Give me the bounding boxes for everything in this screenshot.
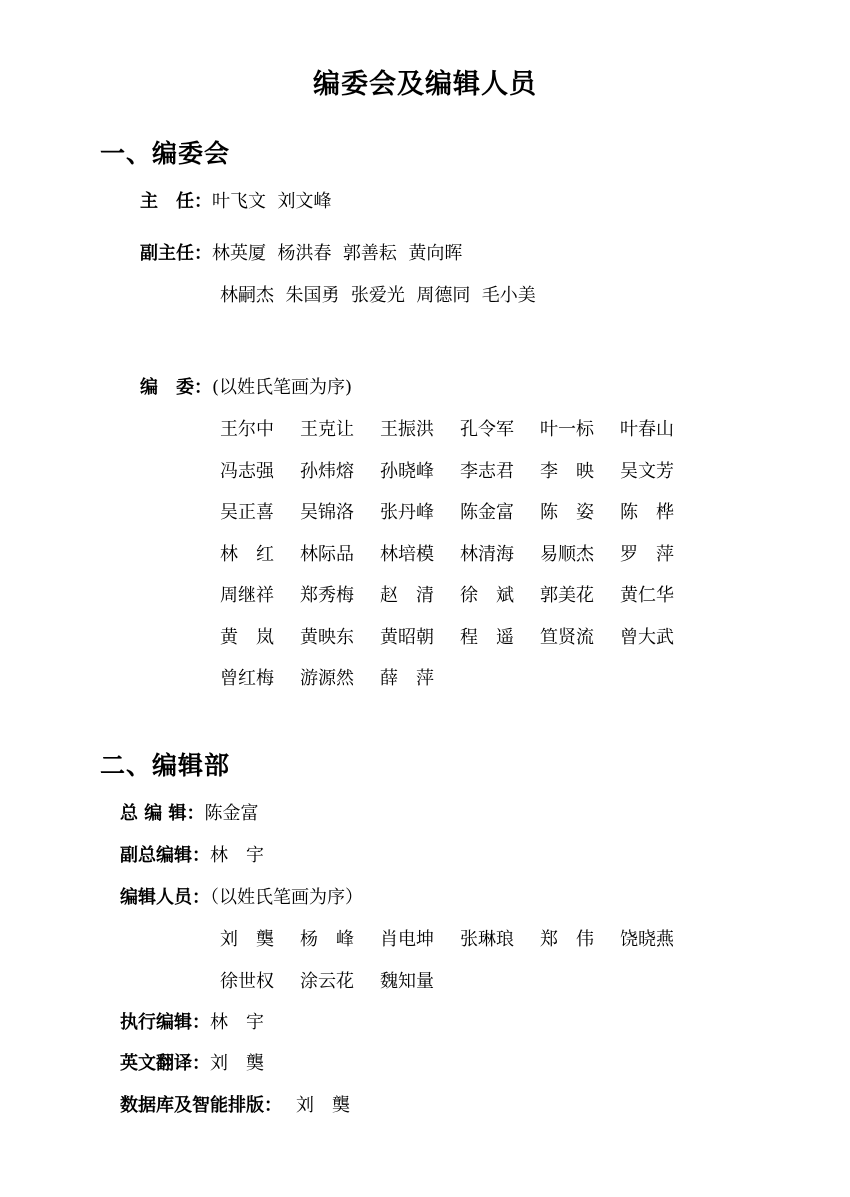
editors-row xyxy=(120,886,363,910)
database-typesetting-row xyxy=(120,1094,350,1118)
person-name: 杨 峰 xyxy=(300,929,354,950)
deputy-director-row xyxy=(140,242,462,266)
person-name: 黄 岚 xyxy=(220,626,274,648)
person-name: 叶春山 xyxy=(620,419,674,440)
deputy-chief-editor-name: 林 宇 xyxy=(210,845,264,866)
executive-editor-row xyxy=(120,1011,264,1035)
person-name: 吴正喜 xyxy=(220,502,274,523)
person-name: 林培模 xyxy=(380,543,434,565)
translator-row xyxy=(120,1052,264,1076)
person-name: 郭美花 xyxy=(540,585,594,606)
person-name: 周继祥 xyxy=(220,585,274,606)
person-name: 刘 龑 xyxy=(220,929,274,950)
executive-editor-label: 执行编辑： xyxy=(120,1012,210,1033)
person-name: 曾大武 xyxy=(620,626,674,648)
person-name: 叶一标 xyxy=(540,419,594,440)
person-name: 张丹峰 xyxy=(380,502,434,523)
editors-note: （以姓氏笔画为序） xyxy=(210,887,363,908)
translator-name: 刘 龑 xyxy=(210,1053,264,1074)
person-name: 陈 姿 xyxy=(540,502,594,523)
chief-editor-label: 总 编 辑： xyxy=(120,803,205,824)
person-name: 孙晓峰 xyxy=(380,460,434,482)
person-name: 李志君 xyxy=(460,460,514,482)
person-name: 黄仁华 xyxy=(620,585,674,606)
deputy-director-names-line2: 林嗣杰 朱国勇 张爱光 周德同 毛小美 xyxy=(220,285,536,306)
deputy-director-label: 副主任： xyxy=(140,243,212,264)
translator-label: 英文翻译： xyxy=(120,1053,210,1074)
person-name: 王克让 xyxy=(300,419,354,440)
person-name: 林清海 xyxy=(460,543,514,565)
director-row xyxy=(140,190,331,214)
deputy-chief-editor-label: 副总编辑： xyxy=(120,845,210,866)
person-name: 笪贤流 xyxy=(540,626,594,648)
person-name: 涂云花 xyxy=(300,970,354,992)
person-name: 黄映东 xyxy=(300,626,354,648)
person-name: 易顺杰 xyxy=(540,543,594,565)
database-typesetting-name: 刘 龑 xyxy=(296,1095,350,1116)
person-name: 饶晓燕 xyxy=(620,929,674,950)
members-label: 编 委： xyxy=(140,377,212,398)
deputy-director-names-line1: 林英厦 杨洪春 郭善耘 黄向晖 xyxy=(212,243,463,264)
director-names: 叶飞文 刘文峰 xyxy=(212,191,332,212)
person-name: 李 映 xyxy=(540,460,594,482)
deputy-chief-editor-row xyxy=(120,844,264,868)
editors-label: 编辑人员： xyxy=(120,887,210,908)
person-name: 王尔中 xyxy=(220,419,274,440)
deputy-director-row-2 xyxy=(220,284,536,308)
person-name: 王振洪 xyxy=(380,419,434,440)
person-name: 曾红梅 xyxy=(220,668,274,689)
person-name: 冯志强 xyxy=(220,460,274,482)
person-name: 孙炜熔 xyxy=(300,460,354,482)
person-name: 孔令军 xyxy=(460,419,514,440)
section-editorial-dept-heading: 二、编辑部 xyxy=(100,751,231,780)
members-row xyxy=(140,376,352,400)
page-title: 编委会及编辑人员 xyxy=(313,69,537,100)
person-name: 陈 桦 xyxy=(620,502,674,523)
person-name: 赵 清 xyxy=(380,585,434,606)
person-name: 林际品 xyxy=(300,543,354,565)
person-name: 魏知量 xyxy=(380,970,434,992)
person-name: 游源然 xyxy=(300,668,354,689)
person-name: 黄昭朝 xyxy=(380,626,434,648)
person-name: 吴锦洛 xyxy=(300,502,354,523)
person-name: 徐世权 xyxy=(220,970,274,992)
person-name: 程 遥 xyxy=(460,626,514,648)
members-note: (以姓氏笔画为序) xyxy=(212,377,353,398)
person-name: 罗 萍 xyxy=(620,543,674,565)
person-name: 郑 伟 xyxy=(540,929,594,950)
person-name: 肖电坤 xyxy=(380,929,434,950)
section-editorial-board-heading: 一、编委会 xyxy=(100,139,231,168)
person-name: 吴文芳 xyxy=(620,460,674,482)
chief-editor-row xyxy=(120,802,259,826)
person-name: 陈金富 xyxy=(460,502,514,523)
executive-editor-name: 林 宇 xyxy=(210,1012,264,1033)
database-typesetting-label: 数据库及智能排版： xyxy=(120,1095,282,1116)
person-name: 徐 斌 xyxy=(460,585,514,606)
chief-editor-name: 陈金富 xyxy=(204,803,259,824)
person-name: 张琳琅 xyxy=(460,929,514,950)
person-name: 薛 萍 xyxy=(380,668,434,689)
person-name: 林 红 xyxy=(220,543,274,565)
person-name: 郑秀梅 xyxy=(300,585,354,606)
director-label: 主 任： xyxy=(140,191,212,212)
